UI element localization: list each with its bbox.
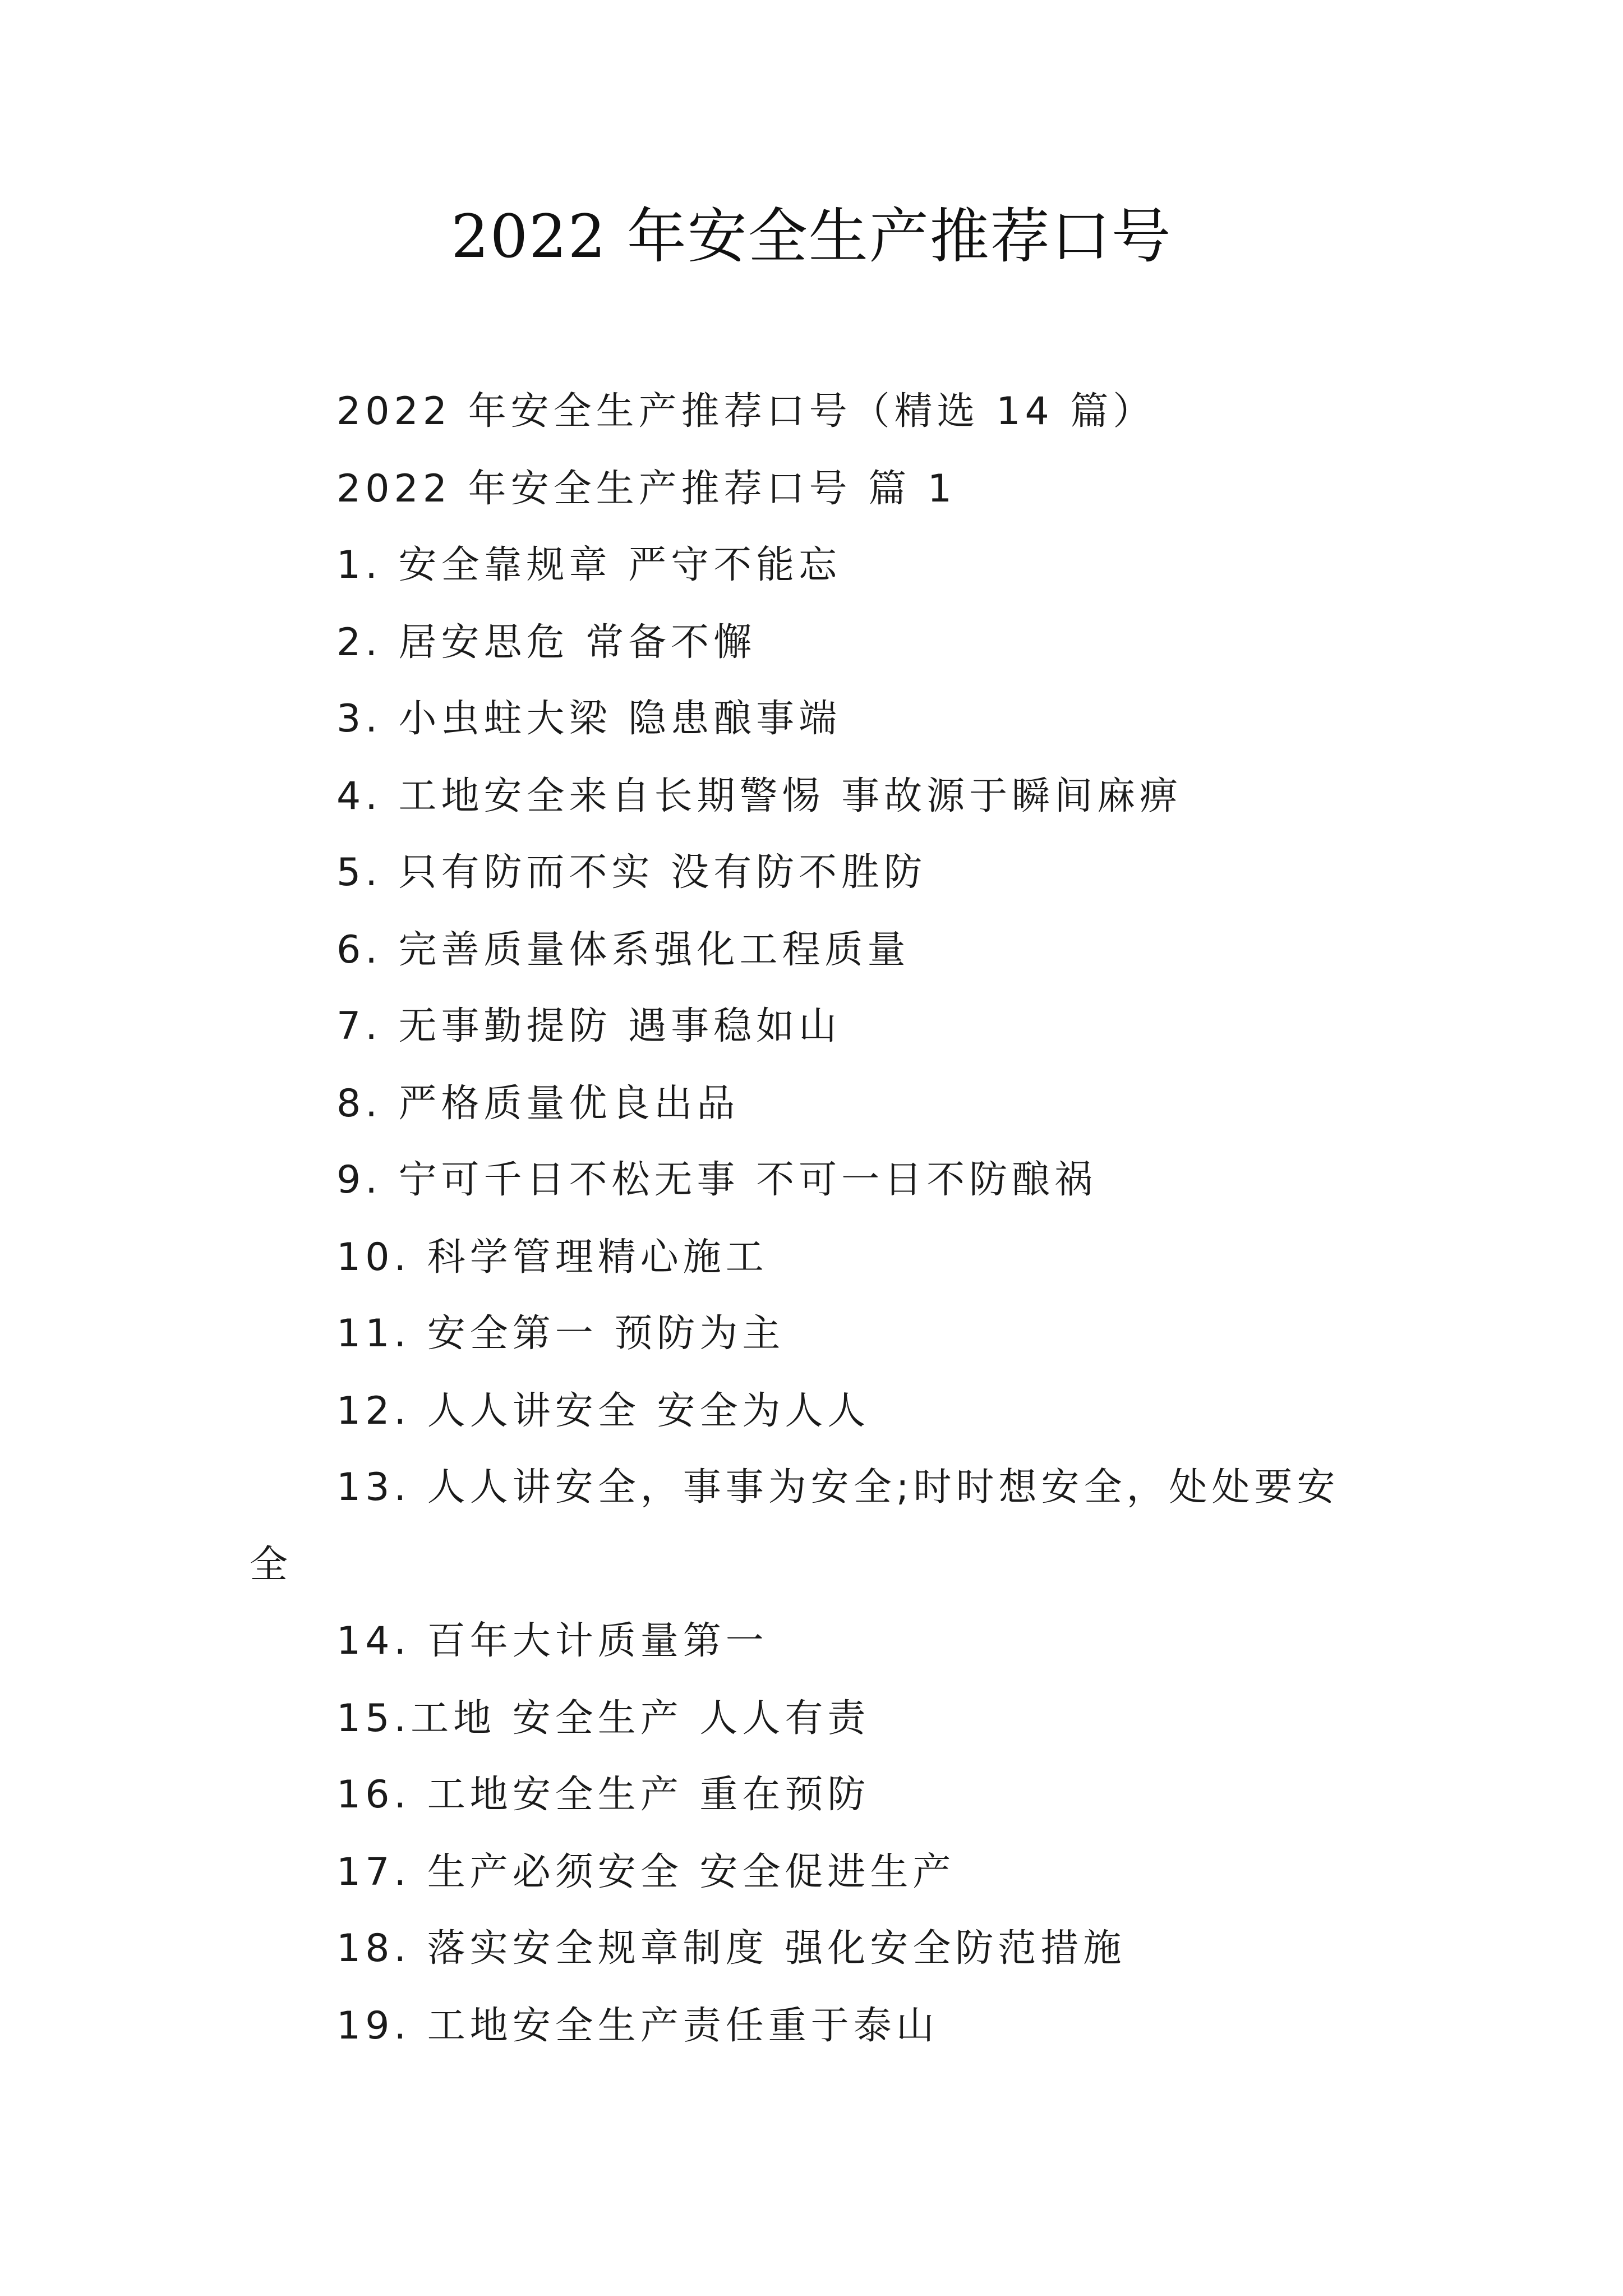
- list-item: 1. 安全靠规章 严守不能忘: [336, 543, 842, 587]
- list-item: 12. 人人讲安全 安全为人人: [336, 1389, 870, 1433]
- list-item: 10. 科学管理精心施工: [336, 1235, 768, 1280]
- subtitle-line: 2022 年安全生产推荐口号（精选 14 篇）: [336, 389, 1156, 434]
- list-item: 15.工地 安全生产 人人有责: [336, 1696, 870, 1741]
- section-heading: 2022 年安全生产推荐口号 篇 1: [336, 467, 957, 511]
- list-item: 5. 只有防而不实 没有防不胜防: [336, 850, 927, 895]
- list-item: 8. 严格质量优良出品: [336, 1082, 740, 1126]
- list-item: 14. 百年大计质量第一: [336, 1619, 768, 1663]
- list-item: 17. 生产必须安全 安全促进生产: [336, 1850, 956, 1894]
- list-item-continuation: 全: [250, 1543, 293, 1587]
- list-item: 16. 工地安全生产 重在预防: [336, 1773, 870, 1817]
- list-item: 11. 安全第一 预防为主: [336, 1312, 785, 1356]
- list-item: 6. 完善质量体系强化工程质量: [336, 928, 910, 972]
- list-item: 9. 宁可千日不松无事 不可一日不防酿祸: [336, 1158, 1098, 1202]
- list-item: 2. 居安思危 常备不懈: [336, 620, 757, 665]
- document-title: 2022 年安全生产推荐口号: [451, 202, 1172, 271]
- list-item: 13. 人人讲安全，事事为安全;时时想安全，处处要安: [336, 1465, 1340, 1510]
- list-item: 19. 工地安全生产责任重于泰山: [336, 2004, 939, 2048]
- list-item: 4. 工地安全来自长期警惕 事故源于瞬间麻痹: [336, 774, 1183, 818]
- list-item: 18. 落实安全规章制度 强化安全防范措施: [336, 1926, 1126, 1971]
- list-item: 7. 无事勤提防 遇事稳如山: [336, 1004, 842, 1048]
- list-item: 3. 小虫蛀大梁 隐患酿事端: [336, 697, 842, 741]
